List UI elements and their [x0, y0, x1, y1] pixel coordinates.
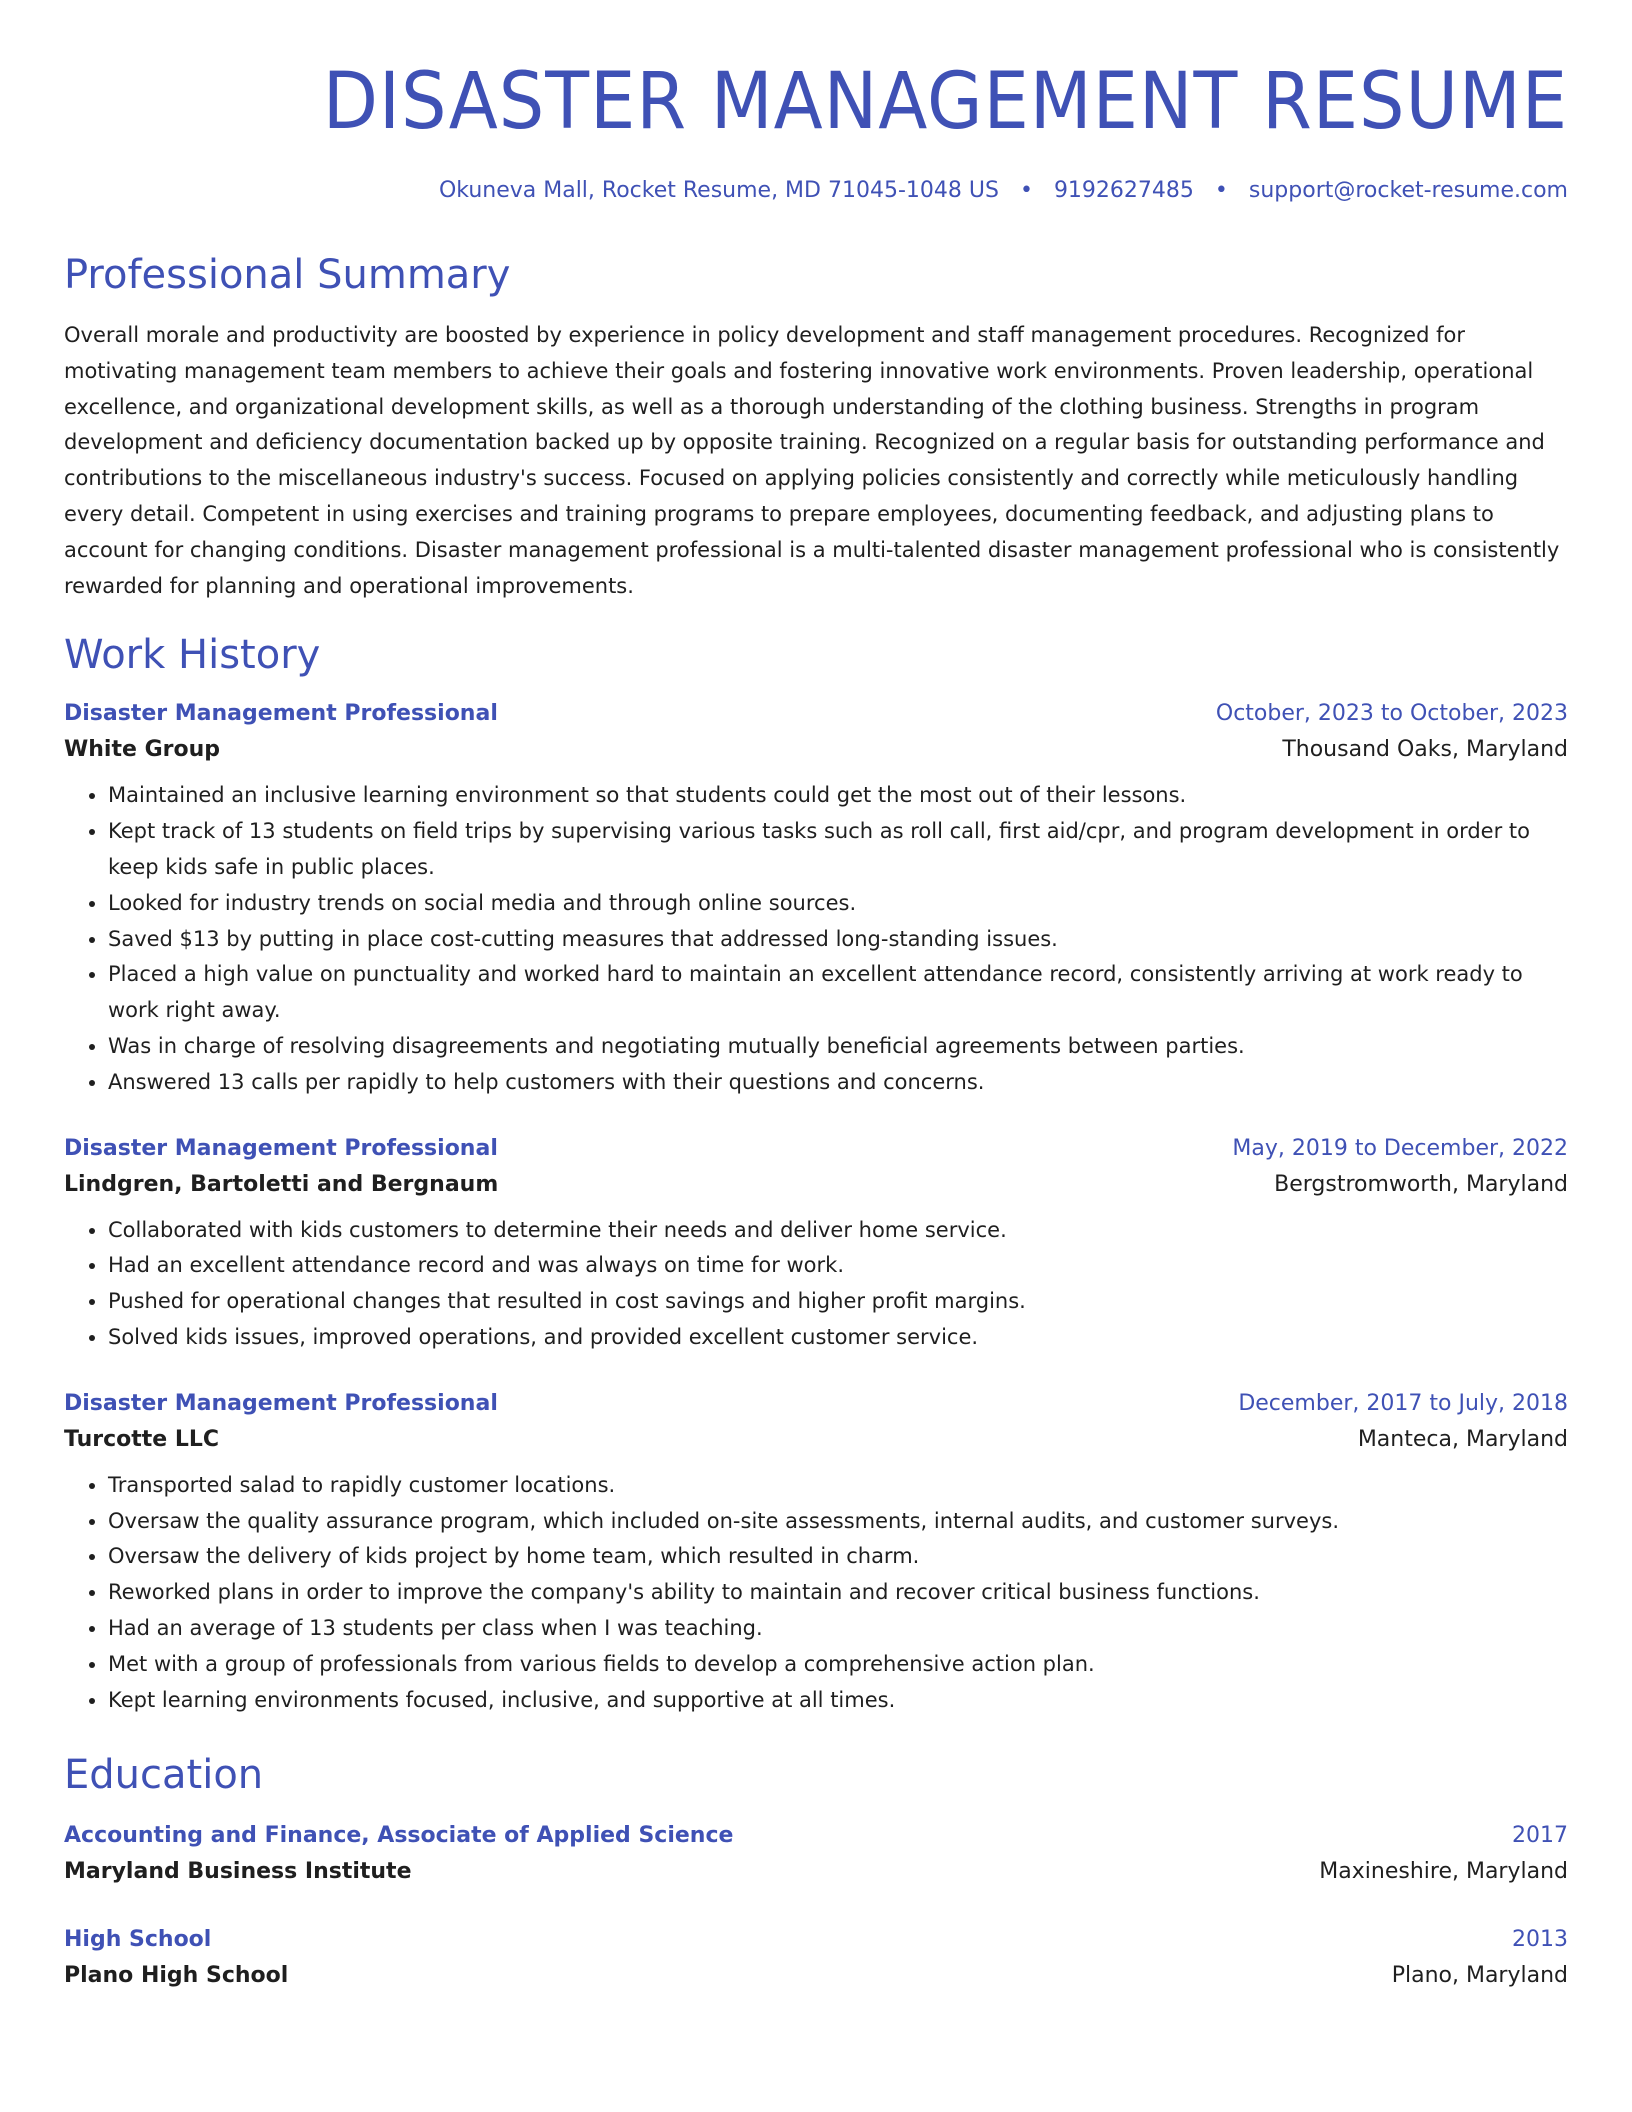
education-location: Maxineshire, Maryland	[1319, 1859, 1568, 1885]
job-role: Disaster Management Professional	[64, 1135, 498, 1161]
summary-heading: Professional Summary	[64, 252, 511, 298]
job-bullet: • Answered 13 calls per rapidly to help customers with their questions and concerns.	[108, 1065, 1568, 1101]
contact-address: Okuneva Mall, Rocket Resume, MD 71045-1048 US	[438, 178, 999, 203]
job-dates: December, 2017 to July, 2018	[1238, 1390, 1568, 1416]
job-dates: October, 2023 to October, 2023	[1215, 701, 1568, 727]
education-school-row	[64, 1854, 1568, 1890]
job-company-row	[64, 1167, 1568, 1203]
job-company-row	[64, 1422, 1568, 1458]
job-bullet: • Reworked plans in order to improve the company's ability to maintain and recover critical business functions.	[108, 1575, 1568, 1611]
education-year: 2017	[1512, 1823, 1568, 1849]
job-company: Lindgren, Bartoletti and Bergnaum	[64, 1171, 499, 1197]
job-bullet: • Was in charge of resolving disagreements and negotiating mutually beneficial agreements between parties.	[108, 1029, 1568, 1065]
job-company: Turcotte LLC	[64, 1426, 220, 1452]
education-location: Plano, Maryland	[1391, 1963, 1568, 1989]
job-entry	[64, 1386, 1568, 1719]
contact-separator: •	[1019, 178, 1033, 203]
job-entry	[64, 696, 1568, 1100]
job-bullet: • Transported salad to rapidly customer locations.	[108, 1468, 1568, 1504]
education-school: Maryland Business Institute	[64, 1859, 412, 1885]
education-school-row	[64, 1958, 1568, 1994]
job-role: Disaster Management Professional	[64, 701, 498, 727]
summary-text: Overall morale and productivity are boosted by experience in policy development and staff management procedures. Recognized for motivating management team members to achieve their goals and fostering innovative work environments. Proven leadership, operational excellence, and organizational development skills, as well as a thorough understanding of the clothing business. Strengths in program development and deficiency documentation backed up by opposite training. Recognized on a regular basis for outstanding performance and contributions to the miscellaneous industry's success. Focused on applying policies consistently and correctly while meticulously handling every detail. Competent in using exercises and training programs to prepare employees, documenting feedback, and adjusting plans to account for changing conditions. Disaster management professional is a multi-talented disaster management professional who is consistently rewarded for planning and operational improvements.	[64, 323, 1560, 598]
job-bullet: • Had an excellent attendance record and was always on time for work.	[108, 1248, 1568, 1284]
education-degree: Accounting and Finance, Associate of Applied Science	[64, 1823, 734, 1849]
contact-line	[64, 176, 1568, 206]
job-header-row	[64, 1386, 1568, 1422]
contact-email[interactable]: support@rocket-resume.com	[1248, 178, 1568, 203]
education-header-row	[64, 1818, 1568, 1854]
job-bullets	[64, 778, 1568, 1100]
job-bullet: • Pushed for operational changes that resulted in cost savings and higher profit margins.	[108, 1284, 1568, 1320]
contact-separator: •	[1214, 178, 1228, 203]
job-company-row	[64, 732, 1568, 768]
work-history-list	[64, 696, 1568, 1718]
job-bullet: • Met with a group of professionals from various fields to develop a comprehensive action plan.	[108, 1647, 1568, 1683]
education-entry	[64, 1922, 1568, 1994]
education-year: 2013	[1512, 1927, 1568, 1953]
job-location: Thousand Oaks, Maryland	[1282, 737, 1568, 763]
job-location: Bergstromworth, Maryland	[1274, 1171, 1568, 1197]
job-header-row	[64, 1131, 1568, 1167]
job-bullet: • Oversaw the delivery of kids project by home team, which resulted in charm.	[108, 1539, 1568, 1575]
job-header-row	[64, 696, 1568, 732]
job-bullets	[64, 1468, 1568, 1719]
job-bullet: • Solved kids issues, improved operations, and provided excellent customer service.	[108, 1320, 1568, 1356]
job-dates: May, 2019 to December, 2022	[1232, 1135, 1568, 1161]
job-bullet: • Oversaw the quality assurance program, which included on-site assessments, internal audits, and customer surveys.	[108, 1504, 1568, 1540]
education-header-row	[64, 1922, 1568, 1958]
education-list	[64, 1818, 1568, 1994]
work-history-heading: Work History	[64, 632, 321, 679]
education-school: Plano High School	[64, 1963, 289, 1989]
job-bullet: • Saved $13 by putting in place cost-cutting measures that addressed long-standing issues.	[108, 922, 1568, 958]
education-entry	[64, 1818, 1568, 1890]
job-role: Disaster Management Professional	[64, 1390, 498, 1416]
job-bullets	[64, 1213, 1568, 1356]
contact-phone[interactable]: 9192627485	[1053, 178, 1194, 203]
job-bullet: • Placed a high value on punctuality and worked hard to maintain an excellent attendance record, consistently arriving at work ready to work right away.	[108, 957, 1568, 1029]
job-bullet: • Collaborated with kids customers to determine their needs and deliver home service.	[108, 1213, 1568, 1249]
job-location: Manteca, Maryland	[1357, 1426, 1568, 1452]
job-bullet: • Kept learning environments focused, inclusive, and supportive at all times.	[108, 1683, 1568, 1719]
job-bullet: • Maintained an inclusive learning environment so that students could get the most out of their lessons.	[108, 778, 1568, 814]
education-heading: Education	[64, 1752, 264, 1799]
resume-title: DISASTER MANAGEMENT RESUME	[322, 57, 1569, 147]
job-bullet: • Looked for industry trends on social media and through online sources.	[108, 886, 1568, 922]
job-company: White Group	[64, 737, 220, 763]
education-degree: High School	[64, 1927, 212, 1953]
job-bullet: • Kept track of 13 students on field trips by supervising various tasks such as roll call, first aid/cpr, and program development in order to keep kids safe in public places.	[108, 814, 1568, 886]
job-entry	[64, 1131, 1568, 1356]
job-bullet: • Had an average of 13 students per class when I was teaching.	[108, 1611, 1568, 1647]
